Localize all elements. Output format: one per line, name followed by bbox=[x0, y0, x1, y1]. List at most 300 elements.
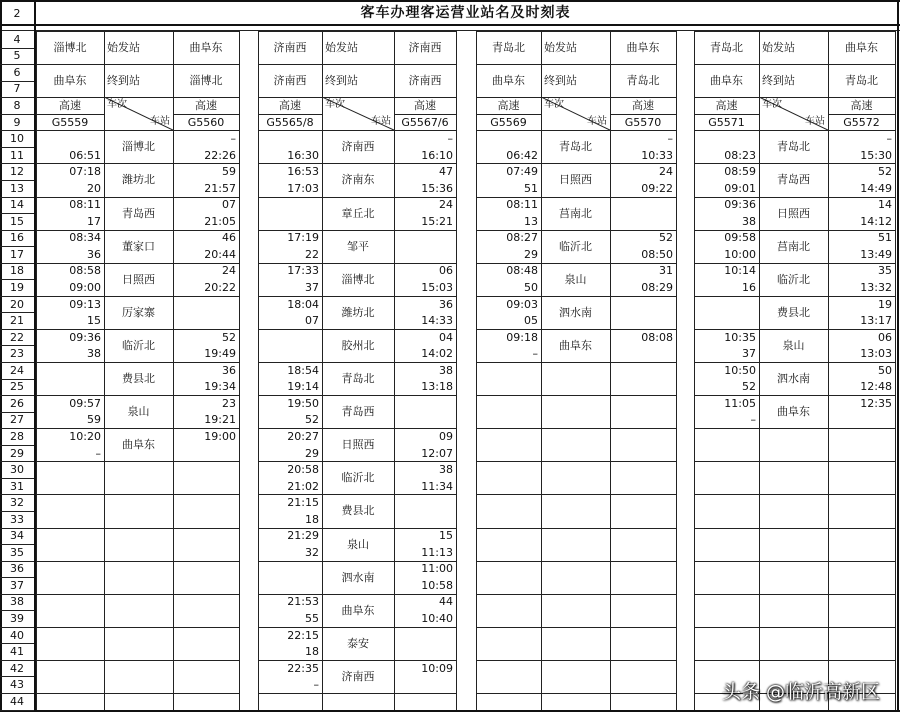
page-title: 客车办理客运营业站名及时刻表 bbox=[360, 5, 571, 21]
section-start-station: 青岛北 bbox=[710, 41, 743, 55]
time-arrival-left bbox=[258, 561, 322, 578]
section-station-line bbox=[476, 428, 676, 429]
time-departure-left: 16 bbox=[742, 281, 756, 295]
row-number: 4 bbox=[13, 32, 21, 46]
watermark: 头条 @临沂高新区 bbox=[721, 681, 880, 703]
time-departure-left: 06:51 bbox=[69, 148, 101, 162]
time-departure-right bbox=[394, 246, 456, 263]
station-name: 潍坊北 bbox=[341, 305, 375, 319]
section-end-value: 青岛北 bbox=[845, 74, 878, 88]
section-end-label: 终到站 bbox=[325, 74, 358, 88]
time-departure-right bbox=[173, 445, 239, 462]
time-departure-right: 12:07 bbox=[421, 446, 453, 460]
section-station-line bbox=[694, 494, 895, 495]
station-name: 厉家寨 bbox=[122, 305, 155, 319]
time-arrival-left: 18:04 bbox=[287, 297, 319, 311]
time-arrival-left: 20:27 bbox=[287, 429, 319, 443]
station-name: 潍坊北 bbox=[122, 173, 155, 187]
time-departure-right: 15:36 bbox=[421, 181, 453, 195]
section-station-line bbox=[36, 627, 239, 628]
section-left-train-type: 高速 bbox=[279, 98, 301, 112]
section-station-line bbox=[476, 494, 676, 495]
section-right-train-type: 高速 bbox=[414, 98, 436, 112]
section-station-line bbox=[476, 660, 676, 661]
time-arrival-left: 19:50 bbox=[287, 396, 319, 410]
time-departure-right: 13:18 bbox=[421, 380, 453, 394]
time-departure-left bbox=[694, 312, 759, 329]
time-arrival-right: 11:00 bbox=[421, 562, 453, 576]
time-arrival-left: 07:18 bbox=[69, 165, 101, 179]
section-end-station: 曲阜东 bbox=[492, 74, 525, 88]
time-departure-left: 19:14 bbox=[287, 380, 319, 394]
station-name: 泉山 bbox=[564, 272, 587, 286]
time-arrival-right: – bbox=[667, 132, 673, 146]
time-departure-right: 11:34 bbox=[421, 479, 453, 493]
time-arrival-left: 08:34 bbox=[69, 231, 101, 245]
time-departure-right: 21:05 bbox=[204, 214, 236, 228]
time-departure-right: 13:17 bbox=[860, 314, 892, 328]
row-number: 39 bbox=[10, 612, 24, 626]
time-arrival-left: 08:11 bbox=[69, 198, 101, 212]
time-arrival-left: 21:53 bbox=[287, 595, 319, 609]
time-arrival-left: 08:27 bbox=[506, 231, 538, 245]
time-departure-left: – bbox=[750, 413, 756, 427]
section-2-column-line bbox=[456, 30, 457, 710]
section-header-train-label: 车次 bbox=[107, 99, 127, 111]
section-station-line bbox=[476, 627, 676, 628]
time-departure-right: 19:49 bbox=[204, 347, 236, 361]
row-number-line bbox=[0, 710, 34, 711]
time-departure-right: 13:03 bbox=[860, 347, 892, 361]
time-departure-right: 10:33 bbox=[641, 148, 673, 162]
section-station-line bbox=[36, 461, 239, 462]
time-arrival-right bbox=[394, 395, 456, 412]
section-left-train-number: G5571 bbox=[708, 115, 745, 129]
time-arrival-right: 19:00 bbox=[204, 429, 236, 443]
section-station-line bbox=[694, 461, 895, 462]
row-number: 31 bbox=[10, 479, 24, 493]
time-arrival-left: 10:14 bbox=[724, 264, 756, 278]
time-arrival-right: 44 bbox=[439, 595, 453, 609]
time-arrival-right: 24 bbox=[222, 264, 236, 278]
time-departure-right: 15:03 bbox=[421, 281, 453, 295]
time-arrival-left bbox=[36, 130, 104, 147]
time-departure-right bbox=[610, 213, 676, 230]
row-number: 23 bbox=[10, 347, 24, 361]
row-number: 24 bbox=[10, 363, 24, 377]
time-departure-left: 07 bbox=[305, 314, 319, 328]
station-name: 青岛北 bbox=[341, 372, 375, 386]
time-departure-right bbox=[394, 643, 456, 660]
station-name: 日照西 bbox=[777, 206, 810, 220]
station-name: 泉山 bbox=[347, 537, 369, 551]
row-number: 5 bbox=[13, 49, 21, 63]
time-arrival-left bbox=[258, 130, 322, 147]
time-departure-left: 29 bbox=[524, 247, 538, 261]
time-arrival-right: 24 bbox=[439, 198, 453, 212]
station-name: 青岛北 bbox=[777, 140, 810, 154]
time-arrival-left bbox=[694, 130, 759, 147]
time-arrival-right bbox=[610, 197, 676, 214]
time-arrival-right: 12:35 bbox=[860, 396, 892, 410]
section-end-station: 济南西 bbox=[273, 74, 307, 88]
row-number: 19 bbox=[10, 281, 24, 295]
station-name: 泰安 bbox=[347, 636, 369, 650]
time-departure-right: 22:26 bbox=[204, 148, 236, 162]
time-arrival-right: – bbox=[886, 132, 892, 146]
row-number: 6 bbox=[13, 65, 21, 79]
time-arrival-right bbox=[173, 296, 239, 313]
section-right-train-type: 高速 bbox=[195, 98, 217, 112]
time-departure-left bbox=[36, 379, 104, 396]
time-arrival-left: 08:11 bbox=[506, 198, 538, 212]
station-name: 临沂北 bbox=[122, 338, 155, 352]
row-number: 9 bbox=[13, 115, 21, 129]
row-number: 43 bbox=[10, 678, 24, 692]
time-arrival-right: 10:09 bbox=[421, 661, 453, 675]
station-name: 青岛北 bbox=[559, 140, 592, 154]
time-arrival-left: 09:57 bbox=[69, 396, 101, 410]
time-departure-left: 09:01 bbox=[724, 181, 756, 195]
section-start-station: 青岛北 bbox=[492, 41, 525, 55]
station-name: 泉山 bbox=[127, 405, 150, 419]
row-number: 22 bbox=[10, 330, 24, 344]
time-arrival-left bbox=[258, 197, 322, 214]
section-end-value: 青岛北 bbox=[626, 74, 660, 88]
section-station-line bbox=[36, 594, 239, 595]
station-name: 日照西 bbox=[559, 173, 592, 187]
time-arrival-left bbox=[476, 130, 541, 147]
row-number: 26 bbox=[10, 396, 24, 410]
time-departure-left: 05 bbox=[524, 314, 538, 328]
station-name: 临沂北 bbox=[777, 272, 810, 286]
time-departure-right: 08:50 bbox=[641, 247, 673, 261]
section-4-column-line bbox=[895, 30, 896, 710]
station-name: 临沂北 bbox=[559, 239, 592, 253]
section-3-column-line bbox=[676, 30, 677, 710]
time-departure-right: 10:58 bbox=[421, 578, 453, 592]
time-departure-left bbox=[258, 577, 322, 594]
time-departure-left: – bbox=[95, 446, 101, 460]
time-arrival-right: 04 bbox=[439, 330, 453, 344]
section-start-station: 济南西 bbox=[273, 41, 307, 55]
station-name: 淄博北 bbox=[122, 140, 155, 154]
time-arrival-right bbox=[394, 627, 456, 644]
time-departure-right bbox=[394, 412, 456, 429]
row-number: 27 bbox=[10, 413, 24, 427]
row-number: 35 bbox=[10, 545, 24, 559]
section-start-value: 济南西 bbox=[408, 41, 442, 55]
time-arrival-left: 22:15 bbox=[287, 628, 319, 642]
time-arrival-left: 17:19 bbox=[287, 231, 319, 245]
row-number: 28 bbox=[10, 429, 24, 443]
row-number: 16 bbox=[10, 231, 24, 245]
section-header-train-label: 车次 bbox=[544, 99, 564, 111]
title-bottom-line bbox=[0, 24, 900, 26]
station-name: 董家口 bbox=[122, 239, 155, 253]
section-station-line bbox=[36, 528, 239, 529]
time-departure-right: 09:22 bbox=[641, 181, 673, 195]
station-name: 泗水南 bbox=[777, 372, 810, 386]
row-number: 14 bbox=[10, 198, 24, 212]
section-end-label: 终到站 bbox=[544, 74, 577, 88]
station-name: 青岛西 bbox=[777, 173, 810, 187]
station-name: 曲阜东 bbox=[341, 603, 375, 617]
time-arrival-right: 08:08 bbox=[641, 330, 673, 344]
time-departure-left: 09:00 bbox=[69, 281, 101, 295]
section-station-line bbox=[694, 428, 895, 429]
row-number: 10 bbox=[10, 132, 24, 146]
time-departure-left bbox=[258, 213, 322, 230]
time-departure-left: 32 bbox=[305, 545, 319, 559]
station-name: 泗水南 bbox=[559, 305, 592, 319]
section-start-label: 始发站 bbox=[325, 41, 358, 55]
station-name: 曲阜东 bbox=[777, 405, 810, 419]
time-departure-left: 38 bbox=[87, 347, 101, 361]
section-left-train-type: 高速 bbox=[497, 98, 520, 112]
time-arrival-right: 46 bbox=[222, 231, 236, 245]
time-departure-left: 37 bbox=[305, 281, 319, 295]
time-departure-left: 08:23 bbox=[724, 148, 756, 162]
time-departure-right bbox=[394, 676, 456, 693]
row-number: 38 bbox=[10, 595, 24, 609]
time-arrival-left: 09:03 bbox=[506, 297, 538, 311]
row-number: 8 bbox=[13, 98, 21, 112]
time-departure-right: 20:22 bbox=[204, 281, 236, 295]
time-arrival-right: 06 bbox=[878, 330, 892, 344]
time-departure-right: 13:49 bbox=[860, 247, 892, 261]
section-station-line bbox=[476, 461, 676, 462]
section-end-value: 济南西 bbox=[408, 74, 442, 88]
time-departure-right: 16:10 bbox=[421, 148, 453, 162]
section-station-line bbox=[36, 693, 239, 694]
time-arrival-right: 59 bbox=[222, 165, 236, 179]
time-departure-left: 13 bbox=[524, 214, 538, 228]
section-end-station: 曲阜东 bbox=[710, 74, 743, 88]
time-departure-left: 52 bbox=[305, 413, 319, 427]
time-departure-right: 12:48 bbox=[860, 380, 892, 394]
time-departure-left: – bbox=[532, 347, 538, 361]
time-arrival-left: 10:50 bbox=[724, 363, 756, 377]
station-name: 日照西 bbox=[122, 272, 155, 286]
time-arrival-left: 18:54 bbox=[287, 363, 319, 377]
section-header-train-label: 车次 bbox=[762, 99, 782, 111]
time-arrival-right: – bbox=[230, 132, 236, 146]
row-number: 44 bbox=[10, 694, 24, 708]
section-1-column-line bbox=[239, 30, 240, 710]
time-departure-left: 06:42 bbox=[506, 148, 538, 162]
row-number: 11 bbox=[10, 148, 24, 162]
time-departure-right bbox=[173, 312, 239, 329]
section-start-station: 淄博北 bbox=[53, 41, 87, 55]
time-arrival-right: 07 bbox=[222, 198, 236, 212]
time-departure-left: 50 bbox=[524, 281, 538, 295]
row-number: 17 bbox=[10, 247, 24, 261]
time-arrival-right bbox=[394, 494, 456, 511]
time-arrival-left: 09:36 bbox=[69, 330, 101, 344]
time-arrival-left: 10:35 bbox=[724, 330, 756, 344]
time-departure-right: 08:29 bbox=[641, 281, 673, 295]
row-number: 13 bbox=[10, 181, 24, 195]
section-station-line bbox=[476, 594, 676, 595]
time-arrival-right: 36 bbox=[222, 363, 236, 377]
time-arrival-right: 50 bbox=[878, 363, 892, 377]
time-arrival-left: 08:58 bbox=[69, 264, 101, 278]
time-arrival-left bbox=[258, 329, 322, 346]
time-departure-left: 10:00 bbox=[724, 247, 756, 261]
row-number: 20 bbox=[10, 297, 24, 311]
section-station-line bbox=[476, 528, 676, 529]
time-arrival-left: 10:20 bbox=[69, 429, 101, 443]
section-station-line bbox=[36, 494, 239, 495]
section-header-station-label: 车站 bbox=[371, 116, 391, 128]
section-header-station-label: 车站 bbox=[587, 116, 607, 128]
time-departure-right: 10:40 bbox=[421, 612, 453, 626]
time-arrival-right: 51 bbox=[878, 231, 892, 245]
section-right-train-number: G5570 bbox=[624, 115, 662, 129]
station-name: 济南西 bbox=[341, 669, 375, 683]
time-departure-right: 14:12 bbox=[860, 214, 892, 228]
time-arrival-right: 15 bbox=[439, 529, 453, 543]
time-departure-left: 52 bbox=[742, 380, 756, 394]
section-station-line bbox=[694, 528, 895, 529]
row-number: 33 bbox=[10, 512, 24, 526]
section-end-label: 终到站 bbox=[762, 74, 795, 88]
station-name: 泗水南 bbox=[341, 570, 375, 584]
section-station-line bbox=[258, 693, 456, 694]
time-arrival-right: 52 bbox=[659, 231, 673, 245]
section-start-value: 曲阜东 bbox=[845, 41, 878, 55]
time-arrival-left: 22:35 bbox=[287, 661, 319, 675]
time-departure-right bbox=[610, 312, 676, 329]
station-name: 泉山 bbox=[782, 338, 805, 352]
section-left-train-type: 高速 bbox=[59, 98, 81, 112]
time-arrival-left bbox=[694, 296, 759, 313]
time-departure-left: 37 bbox=[742, 347, 756, 361]
time-departure-left bbox=[258, 345, 322, 362]
station-name: 胶州北 bbox=[341, 338, 375, 352]
frame-bottom-line bbox=[0, 710, 900, 712]
time-departure-right: 14:49 bbox=[860, 181, 892, 195]
row-number: 7 bbox=[13, 82, 21, 96]
time-departure-right bbox=[394, 511, 456, 528]
time-departure-right bbox=[610, 345, 676, 362]
time-arrival-right: 09 bbox=[439, 429, 453, 443]
time-departure-right: 20:44 bbox=[204, 247, 236, 261]
time-arrival-right: 38 bbox=[439, 463, 453, 477]
time-departure-left: 15 bbox=[87, 314, 101, 328]
time-arrival-right: 24 bbox=[659, 165, 673, 179]
row-number: 32 bbox=[10, 496, 24, 510]
time-departure-left: 20 bbox=[87, 181, 101, 195]
station-name: 曲阜东 bbox=[122, 438, 155, 452]
time-departure-left: 17 bbox=[87, 214, 101, 228]
station-name: 莒南北 bbox=[559, 206, 592, 220]
section-station-line bbox=[476, 561, 676, 562]
time-departure-right: 11:13 bbox=[421, 545, 453, 559]
section-left-train-type: 高速 bbox=[715, 98, 738, 112]
time-departure-left: 17:03 bbox=[287, 181, 319, 195]
station-name: 曲阜东 bbox=[559, 338, 592, 352]
time-arrival-right bbox=[394, 230, 456, 247]
station-name: 青岛西 bbox=[122, 206, 155, 220]
station-name: 济南西 bbox=[341, 140, 375, 154]
time-departure-right: 21:57 bbox=[204, 181, 236, 195]
station-name: 临沂北 bbox=[341, 471, 375, 485]
time-arrival-left: 09:58 bbox=[724, 231, 756, 245]
station-name: 济南东 bbox=[341, 173, 375, 187]
time-arrival-right: – bbox=[447, 132, 453, 146]
section-station-line bbox=[36, 660, 239, 661]
time-departure-right bbox=[828, 412, 895, 429]
section-right-train-type: 高速 bbox=[850, 98, 873, 112]
station-name: 青岛西 bbox=[341, 405, 375, 419]
time-departure-left: 18 bbox=[305, 645, 319, 659]
section-start-label: 始发站 bbox=[544, 41, 577, 55]
station-name: 莒南北 bbox=[777, 239, 810, 253]
row-number: 40 bbox=[10, 628, 24, 642]
time-departure-left: 36 bbox=[87, 247, 101, 261]
time-arrival-left: 09:36 bbox=[724, 198, 756, 212]
time-arrival-right: 31 bbox=[659, 264, 673, 278]
time-arrival-left bbox=[36, 362, 104, 379]
row-number: 36 bbox=[10, 562, 24, 576]
section-station-line bbox=[476, 362, 676, 363]
section-right-train-number: G5572 bbox=[843, 115, 880, 129]
section-station-line bbox=[694, 627, 895, 628]
time-arrival-left: 21:29 bbox=[287, 529, 319, 543]
section-right-train-number: G5560 bbox=[187, 115, 225, 129]
station-name: 费县北 bbox=[777, 305, 810, 319]
time-departure-right: 13:32 bbox=[860, 281, 892, 295]
time-arrival-left: 20:58 bbox=[287, 463, 319, 477]
section-station-line bbox=[694, 561, 895, 562]
section-header-station-label: 车站 bbox=[150, 116, 170, 128]
time-departure-left: 18 bbox=[305, 512, 319, 526]
time-arrival-left: 08:59 bbox=[724, 165, 756, 179]
station-name: 章丘北 bbox=[341, 206, 375, 220]
row-number: 34 bbox=[10, 529, 24, 543]
row-number: 18 bbox=[10, 264, 24, 278]
title-row-number: 2 bbox=[13, 6, 21, 20]
time-arrival-left: 17:33 bbox=[287, 264, 319, 278]
row-number: 37 bbox=[10, 578, 24, 592]
row-number: 12 bbox=[10, 165, 24, 179]
section-left-train-number: G5559 bbox=[51, 115, 89, 129]
section-end-value: 淄博北 bbox=[189, 74, 223, 88]
row-number: 29 bbox=[10, 446, 24, 460]
station-name: 日照西 bbox=[341, 438, 375, 452]
time-arrival-right: 23 bbox=[222, 396, 236, 410]
station-name: 邹平 bbox=[347, 239, 369, 253]
section-station-line bbox=[694, 594, 895, 595]
row-number: 30 bbox=[10, 463, 24, 477]
section-start-label: 始发站 bbox=[107, 41, 140, 55]
time-departure-left: 55 bbox=[305, 612, 319, 626]
time-departure-right: 19:34 bbox=[204, 380, 236, 394]
time-arrival-right bbox=[610, 296, 676, 313]
time-departure-left: 51 bbox=[524, 181, 538, 195]
time-arrival-right: 19 bbox=[878, 297, 892, 311]
time-departure-left: 21:02 bbox=[287, 479, 319, 493]
station-name: 淄博北 bbox=[341, 272, 375, 286]
time-arrival-left: 21:15 bbox=[287, 496, 319, 510]
station-name: 费县北 bbox=[341, 504, 375, 518]
row-number: 42 bbox=[10, 661, 24, 675]
row-number: 21 bbox=[10, 314, 24, 328]
section-start-value: 曲阜东 bbox=[189, 41, 223, 55]
time-arrival-left: 09:13 bbox=[69, 297, 101, 311]
